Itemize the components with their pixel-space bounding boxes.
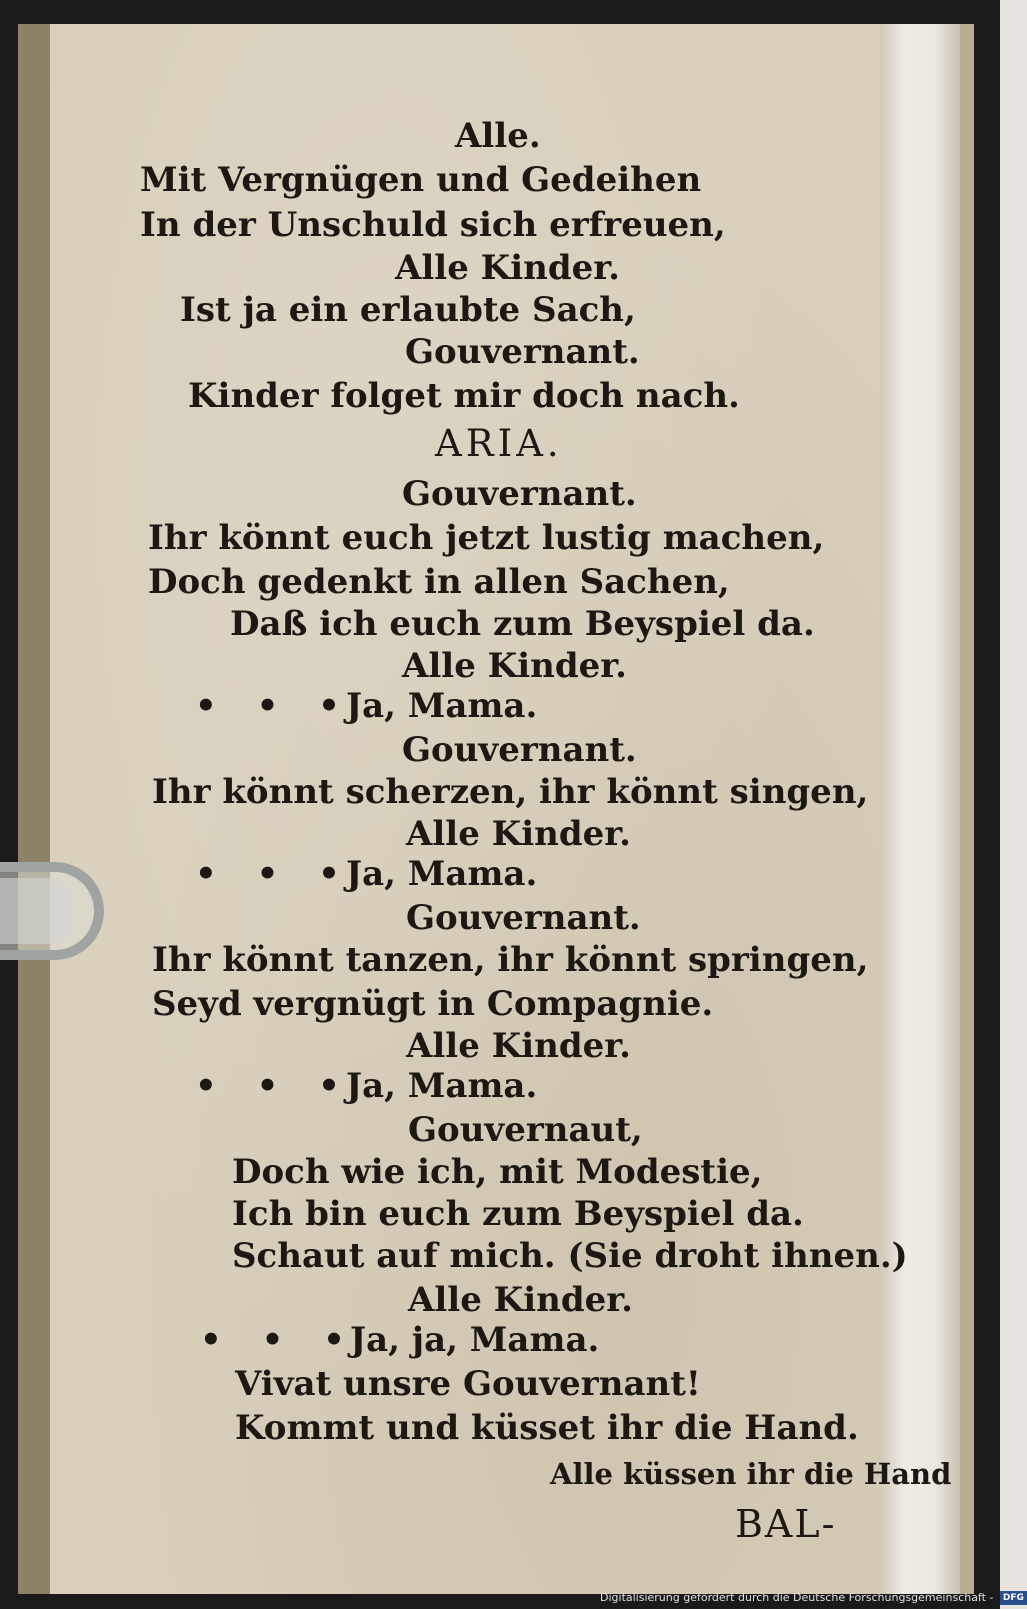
page-edge-left bbox=[18, 24, 50, 1594]
text-line: Doch wie ich, mit Modestie, bbox=[232, 1152, 763, 1192]
speaker-heading: Alle. bbox=[455, 116, 541, 156]
speaker-heading: Alle Kinder. bbox=[395, 248, 620, 288]
text-line: Mit Vergnügen und Gedeihen bbox=[140, 160, 702, 200]
text-line: Doch gedenkt in allen Sachen, bbox=[148, 562, 730, 602]
speaker-heading: Gouvernaut, bbox=[408, 1110, 643, 1150]
credit-text: Digitalisierung gefördert durch die Deutsche Forschungsgemeinschaft - bbox=[600, 1591, 994, 1604]
ellipsis-dots: • • • bbox=[200, 1320, 359, 1360]
text-line: Vivat unsre Gouvernant! bbox=[235, 1364, 701, 1404]
speaker-heading: Alle Kinder. bbox=[406, 814, 631, 854]
stage-direction: Alle küssen ihr die Hand bbox=[550, 1457, 952, 1491]
text-line: Daß ich euch zum Beyspiel da. bbox=[230, 604, 815, 644]
ellipsis-dots: • • • bbox=[195, 686, 354, 726]
text-line: Ich bin euch zum Beyspiel da. bbox=[232, 1194, 804, 1234]
text-line: Ihr könnt scherzen, ihr könnt singen, bbox=[152, 772, 869, 812]
speaker-heading: Gouvernant. bbox=[405, 332, 640, 372]
text-line: Ja, Mama. bbox=[346, 854, 538, 894]
dfg-logo: DFG bbox=[1000, 1591, 1027, 1605]
page-text bbox=[50, 24, 952, 1584]
text-line: Ja, Mama. bbox=[346, 686, 538, 726]
digitization-credit bbox=[600, 1588, 1024, 1608]
ellipsis-dots: • • • bbox=[195, 854, 354, 894]
catchword: BAL- bbox=[735, 1502, 837, 1546]
text-line: In der Unschuld sich erfreuen, bbox=[140, 205, 726, 245]
text-line: Ja, Mama. bbox=[346, 1066, 538, 1106]
speaker-heading: Alle Kinder. bbox=[402, 646, 627, 686]
text-line: Seyd vergnügt in Compagnie. bbox=[152, 984, 714, 1024]
text-line: Kommt und küsset ihr die Hand. bbox=[235, 1408, 859, 1448]
speaker-heading: Gouvernant. bbox=[402, 730, 637, 770]
speaker-heading: Gouvernant. bbox=[402, 474, 637, 514]
speaker-heading: Alle Kinder. bbox=[406, 1026, 631, 1066]
ellipsis-dots: • • • bbox=[195, 1066, 354, 1106]
page-edge-right bbox=[960, 24, 974, 1594]
text-line: Schaut auf mich. (Sie droht ihnen.) bbox=[232, 1236, 908, 1276]
text-line: Ihr könnt euch jetzt lustig machen, bbox=[148, 518, 825, 558]
text-line: Ja, ja, Mama. bbox=[350, 1320, 600, 1360]
text-line: Kinder folget mir doch nach. bbox=[188, 376, 740, 416]
speaker-heading: Gouvernant. bbox=[406, 898, 641, 938]
text-line: Ihr könnt tanzen, ihr könnt springen, bbox=[152, 940, 869, 980]
text-line: Ist ja ein erlaubte Sach, bbox=[180, 290, 636, 330]
aria-heading: ARIA. bbox=[435, 422, 563, 465]
speaker-heading: Alle Kinder. bbox=[408, 1280, 633, 1320]
